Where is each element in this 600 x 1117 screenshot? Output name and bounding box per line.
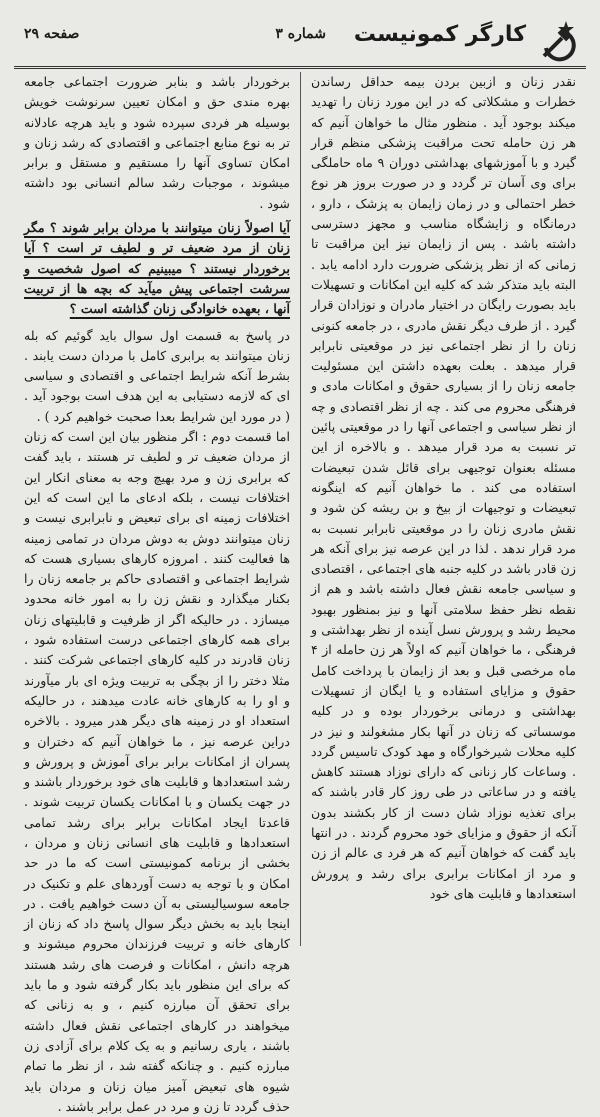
left-column-intro: برخوردار باشد و بنابر ضرورت اجتماعی جامعه بهره مندی حق و امکان تعیین سرنوشت خویش بوسیله هر فردی سپرده شود و باید هرچه عادلانه تر به نوع منابع اجتماعی و اقتصادی که رشد زنان و امکان تساوی آنها را مستقیم و مستقل و برابر میشوند ، موجبات رشد سالم انسانی بود داشته شود . — [24, 74, 290, 211]
reader-question: آیا اصولاً زنان میتوانند با مردان برابر شوند ؟ مگر زنان از مرد ضعیف تر و لطیف تر است ؟ آیا برخوردار نیستند ؟ میبینیم که اصول شخصیت و سرشت اجتماعی پیش میآید که بچه ها از تربیت آنها ، بعهده خانوادگی زنان گذاشته است ؟ — [24, 220, 290, 317]
hammer-sickle-star-icon — [536, 18, 580, 62]
left-column — [14, 72, 300, 1114]
right-column — [300, 72, 586, 946]
right-column-text: نقدر زنان و ازبین بردن بیمه حداقل رساندن خطرات و مشکلاتی که در این مورد زنان را تهدید میکند بوجود آید . منظور مثال ما خواهان آنیم که هر زن حامله تحت مراقبت پزشکی منظم قرار گیرد و با آموزشهای بهداشتی دوران ۹ ماه حاملگی برای وی آسان تر گردد و در صورت بروز هر نوع خطر احتمالی و در زمان زایمان به پزشک ، دارو ، درمانگاه و زایشگاه مناسب و مجهز دسترسی داشته باشد . پس از زایمان نیز این مراقبت تا زمانی که از نظر پزشکی ضرورت دارد ادامه یابد . البته باید متذکر شد که کلیه این امکانات و تسهیلات باید بصورت رایگان در اختیار مادران و نوزادان قرار گیرد . از طرف دیگر نقش مادری ، در جامعه کنونی زنان را از نظر اجتماعی نیز در موقعیتی نابرابر قرار میدهد . بعلت بعهده داشتن این مسئولیت جامعه زنان را از بسیاری حقوق و امکانات مادی و فرهنگی محروم می کند . چه از نظر اقتصادی و چه از نظر سیاسی و اجتماعی آنها را در موقعیتی پائین تر نسبت به مرد قرار میدهد . و بالاخره از این مسئله بعنوان توجیهی برای قائل شدن تبعیضات استفاده می کند . ما خواهان آنیم که اینگونه تبعیضات و توجیهات از بیخ و بن ریشه کن شود و نقش مادری زنان را در موقعیتی نابرابر نسبت به مرد قرار ندهد . لذا در این عرصه نیز برای آنکه هر زن قادر باشد در کلیه جنبه های اجتماعی ، اقتصادی و سیاسی جامعه نقش فعال داشته باشد و هم از نقطه نظر حفظ سلامتی آنها و نیز بمنظور بهبود محیط رشد و پرورش نسل آینده از نظر بهداشتی و فرهنگی ، ما خواهان آنیم که اولاً هر زن حامله از ۴ ماه مرخصی قبل و بعد از زایمان با پرداخت کامل حقوق و مزایای استفاده و یا ایگان از تسهیلات بهداشتی و درمانی برخوردار بوده و در کلیه موسساتی که زنان در آنها بکار مشغولند و نیز در کلیه محلات شیرخوارگاه و مهد کودک تاسیس گردد . وساعات کار زنانی که دارای نوزاد هستند کاهش یافته و در ساعاتی در طی روز کار قادر باشند که برای تغذیه نوزاد شان دست از کار بکشند بدون آنکه از حقوق و مزایای خود محروم گردند . در انتها باید گفت که خواهان آنیم که هر فرد ی عالم از زن و مرد از امکانات برابری برای رشد و پرورش استعدادها و قابلیت های خود — [311, 74, 576, 901]
answer-paragraph-2: اما قسمت دوم : اگر منظور بیان این است که زنان از مردان ضعیف تر و لطیف تر هستند ، باید گفت که برابری زن و مرد بهیچ وجه به معنای انکار این اختلافات نیست ، بلکه ادعای ما این است که این اختلافات زمینه ای برای تبعیض و نابرابری نیست و زنان میتوانند دوش به دوش مردان در تمامی زمینه ها فعالیت کنند . امروزه کارهای بسیاری هست که شرایط اجتماعی و اقتصادی حاکم بر جامعه زنان را بکنار میگذارد و نقش زن را به امور خانه محدود میسازد . در حالیکه اگر از ظرفیت و قابلیتهای زنان برای همه کارهای اجتماعی درست استفاده شود ، زنان قادرند در کلیه کارهای اجتماعی شرکت کنند . مثلا دختر را از بچگی به تربیت ویژه ای بار میآورند و او را به کارهای خانه عادت میدهند ، در حالیکه استعداد او در زمینه های دیگر هدر میرود . بالاخره دراین عرصه نیز ، ما خواهان آنیم که دختران و پسران از امکانات برابر برای آموزش و پرورش و رشد استعدادها و قابلیت های خود برخوردار باشند و در جهت یکسان و با امکانات یکسان تربیت شوند . قاعدتا ایجاد امکانات برابر برای رشد تمامی استعدادها و قابلیت های انسانی زنان و مردان ، بخشی از برنامه کمونیستی است که ما در حد امکان و با توجه به دست آوردهای علم و تکنیک در جامعه سوسیالیستی به آن دست خواهیم یافت . در اینجا باید به بخش دیگر سوال پاسخ داد که زنان از کارهای خانه و تربیت فرزندان محروم میشوند و هرچه دانش ، امکانات و فرصت های رشد هستند که برای این منظور باید بکار گرفته شود و ما باید برای تحقق آن مبارزه کنیم ، و به زنانی که میخواهند در کارهای اجتماعی نقش فعال داشته باشند ، یاری رسانیم و به یک کلام برای آزادی زن مبارزه کنیم . و چنانکه گفته شد ، از نظر ما تمام شیوه های تبعیض آمیز میان زنان و مردان باید حذف گردد تا زن و مرد در عمل برابر باشند . — [24, 429, 290, 1114]
issue-number: شماره ۳ — [275, 26, 326, 42]
page-number: صفحه ۲۹ — [24, 26, 80, 42]
journal-title: کارگر کمونیست — [353, 22, 526, 47]
article-columns — [14, 72, 586, 1114]
answer-paragraph-1: در پاسخ به قسمت اول سوال باید گوئیم که بله زنان میتوانند به برابری کامل با مردان دست یابند . بشرط آنکه شرایط اجتماعی و اقتصادی و سیاسی ای که لازمه دستیابی به این هدف است بوجود آید . ( در مورد این شرایط بعدا صحبت خواهیم کرد ) . — [24, 327, 290, 424]
masthead — [14, 12, 586, 69]
